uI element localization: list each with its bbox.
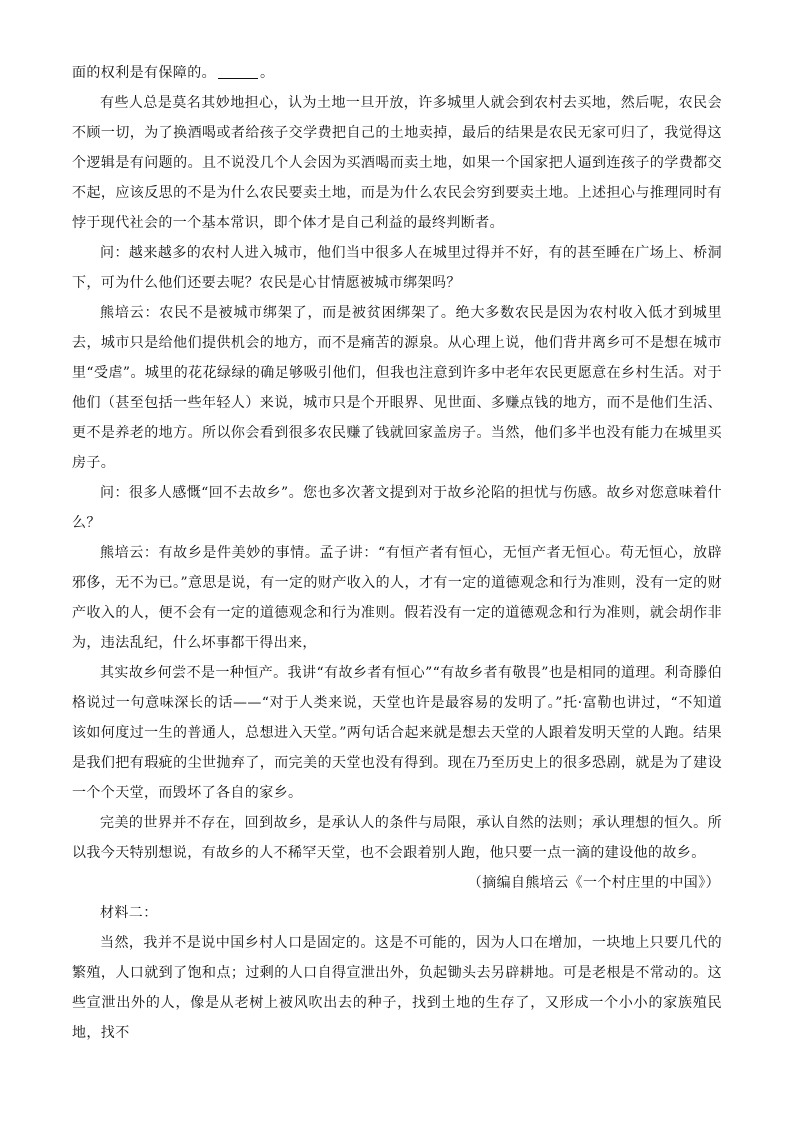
question-1: 问：越来越多的农村人进入城市，他们当中很多人在城里过得并不好，有的甚至睡在广场上、桥洞下，可为什么他们还要去呢？农民是心甘情愿被城市绑架吗？ (72, 245, 722, 291)
fill-in-blank (218, 64, 258, 79)
document-page (72, 58, 722, 1048)
answer-2: 熊培云：有故乡是件美妙的事情。孟子讲：“有恒产者有恒心，无恒产者无恒心。苟无恒心，放辟邪侈，无不为已。”意思是说，有一定的财产收入的人，才有一定的道德观念和行为准则，没有一定的财产收入的人，便不会有一定的道德观念和行为准则。假若没有一定的道德观念和行为准则，就会胡作非为，违法乱纪，什么坏事都干得出来， (72, 545, 722, 651)
paragraph-0 (72, 58, 722, 88)
answer-1: 熊培云：农民不是被城市绑架了，而是被贫困绑架了。绝大多数农民是因为农村收入低才到城里去，城市只是给他们提供机会的地方，而不是痛苦的源泉。从心理上说，他们背井离乡可不是想在城市里“受虐”。城里的花花绿绿的确足够吸引他们，但我也注意到许多中老年农民更愿意在乡村生活。对于他们（甚至包括一些年轻人）来说，城市只是个开眼界、见世面、多赚点钱的地方，而不是他们生活、更不是养老的地方。所以你会看到很多农民赚了钱就回家盖房子。当然，他们多半也没有能力在城里买房子。 (72, 305, 722, 471)
blank-period: 。 (260, 65, 275, 81)
paragraph-0-text: 面的权利是有保障的。 (72, 65, 216, 81)
paragraph-10: 当然，我并不是说中国乡村人口是固定的。这是不可能的，因为人口在增加，一块地上只要几代的繁殖，人口就到了饱和点；过剩的人口自得宣泄出外，负起锄头去另辟耕地。可是老根是不常动的。这些宣泄出外的人，像是从老树上被风吹出去的种子，找到土地的生存了，又形成一个小小的家族殖民地，找不 (72, 935, 722, 1041)
paragraph-7: 完美的世界并不存在，回到故乡，是承认人的条件与局限，承认自然的法则；承认理想的恒久。所以我今天特别想说，有故乡的人不稀罕天堂，也不会跟着别人跑，他只要一点一滴的建设他的故乡。 (72, 815, 722, 861)
paragraph-1: 有些人总是莫名其妙地担心，认为土地一旦开放，许多城里人就会到农村去买地，然后呢，农民会不顾一切，为了换酒喝或者给孩子交学费把自己的土地卖掉，最后的结果是农民无家可归了，我觉得这个逻辑是有问题的。且不说没几个人会因为买酒喝而卖土地，如果一个国家把人逼到连孩子的学费都交不起，应该反思的不是为什么农民要卖土地，而是为什么农民会穷到要卖土地。上述担心与推理同时有悖于现代社会的一个基本常识，即个体才是自己利益的最终判断者。 (72, 95, 722, 231)
paragraph-6: 其实故乡何尝不是一种恒产。我讲“有故乡者有恒心”“有故乡者有敬畏”也是相同的道理。利奇滕伯格说过一句意味深长的话——“对于人类来说，天堂也许是最容易的发明了。”托·富勒也讲过，“不知道该如何度过一生的普通人，总想进入天堂。”两句话合起来就是想去天堂的人跟着发明天堂的人跑。结果是我们把有瑕疵的尘世抛弃了，而完美的天堂也没有得到。现在乃至历史上的很多恐剧，就是为了建设一个个天堂，而毁坏了各自的家乡。 (72, 665, 722, 801)
question-2: 问：很多人感慨“回不去故乡”。您也多次著文提到对于故乡沦陷的担忧与伤感。故乡对您意味着什么？ (72, 485, 722, 531)
source-citation: （摘编自熊培云《一个村庄里的中国》） (467, 875, 720, 891)
material-two-heading: 材料二： (100, 905, 158, 921)
